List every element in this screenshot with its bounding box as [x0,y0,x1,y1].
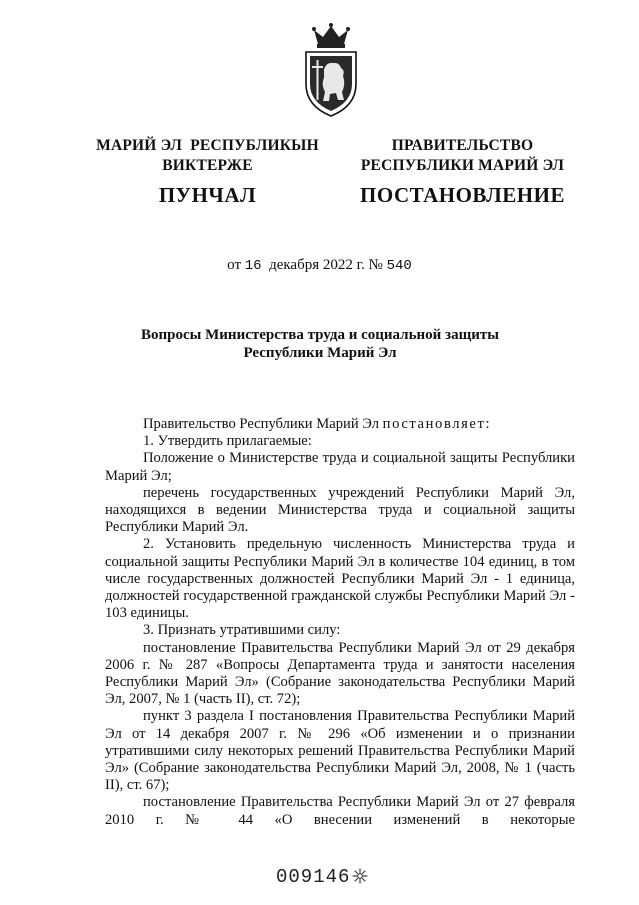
body-item-1a: Положение о Министерстве труда и социальной защиты Республики Марий Эл; [105,450,575,484]
date-prefix: от [227,257,241,273]
document-body [105,416,575,829]
title-line1: Вопросы Министерства труда и социальной защиты [141,327,499,343]
header-right [345,136,580,208]
date-day: 16 [244,258,262,274]
header-right-line2: РЕСПУБЛИКИ МАРИЙ ЭЛ [360,157,565,174]
date-month-year: декабря 2022 г. № [269,257,383,273]
body-item-1b: перечень государственных учреждений Республики Марий Эл, находящихся в ведении Министерства труда и социальной защиты Республики Марий Эл. [105,484,575,536]
header-left [80,136,335,208]
coat-of-arms-icon [296,22,366,120]
body-item-3b: пункт 3 раздела I постановления Правительства Республики Марий Эл от 14 декабря 2007 г. № 296 «Об изменении и о признании утратившими силу некоторых решений Правительства Республики Марий Эл» (Собрание законодательства Республики Марий Эл, 2008, № 1 (часть II), ст. 67); [105,708,575,794]
body-intro [105,416,575,433]
intro-lead: Правительство Республики Марий Эл [143,416,383,432]
body-item-3a: постановление Правительства Республики Марий Эл от 29 декабря 2006 г. № 287 «Вопросы Департамента труда и занятости населения Республики Марий Эл» (Собрание законодательства Республики Марий Эл, 2007, № 1 (часть II), ст. 72); [105,639,575,708]
header-right-doc-type: ПОСТАНОВЛЕНИЕ [360,183,565,207]
body-item-3c: постановление Правительства Республики Марий Эл от 27 февраля 2010 г. № 44 «О внесении изменений в некоторые [105,794,575,828]
document-date-line [0,257,639,274]
form-serial-number: 009146 [276,866,351,888]
body-item-1: 1. Утвердить прилагаемые: [143,433,312,450]
asterisk-ornament-icon [350,866,370,886]
header-left-line1: МАРИЙ ЭЛ РЕСПУБЛИКЫН [96,137,319,154]
intro-colon: : [485,416,490,432]
document-title [100,326,540,362]
header-left-line2: ВИКТЕРЖЕ [162,157,253,174]
document-number: 540 [386,258,412,274]
title-line2: Республики Марий Эл [243,345,397,361]
body-item-3: 3. Признать утратившими силу: [143,622,341,639]
header-left-doc-type: ПУНЧАЛ [158,183,257,207]
intro-decree-word: постановляет [382,416,486,432]
body-item-2: 2. Установить предельную численность Министерства труда и социальной защиты Республики Марий Эл в количестве 104 единиц, в том числе государственных должностей Республики Марий Эл - 1 единица, должностей государственной гражданской службы Республики Марий Эл - 103 единицы. [105,536,575,622]
header-right-line1: ПРАВИТЕЛЬСТВО [391,137,534,154]
